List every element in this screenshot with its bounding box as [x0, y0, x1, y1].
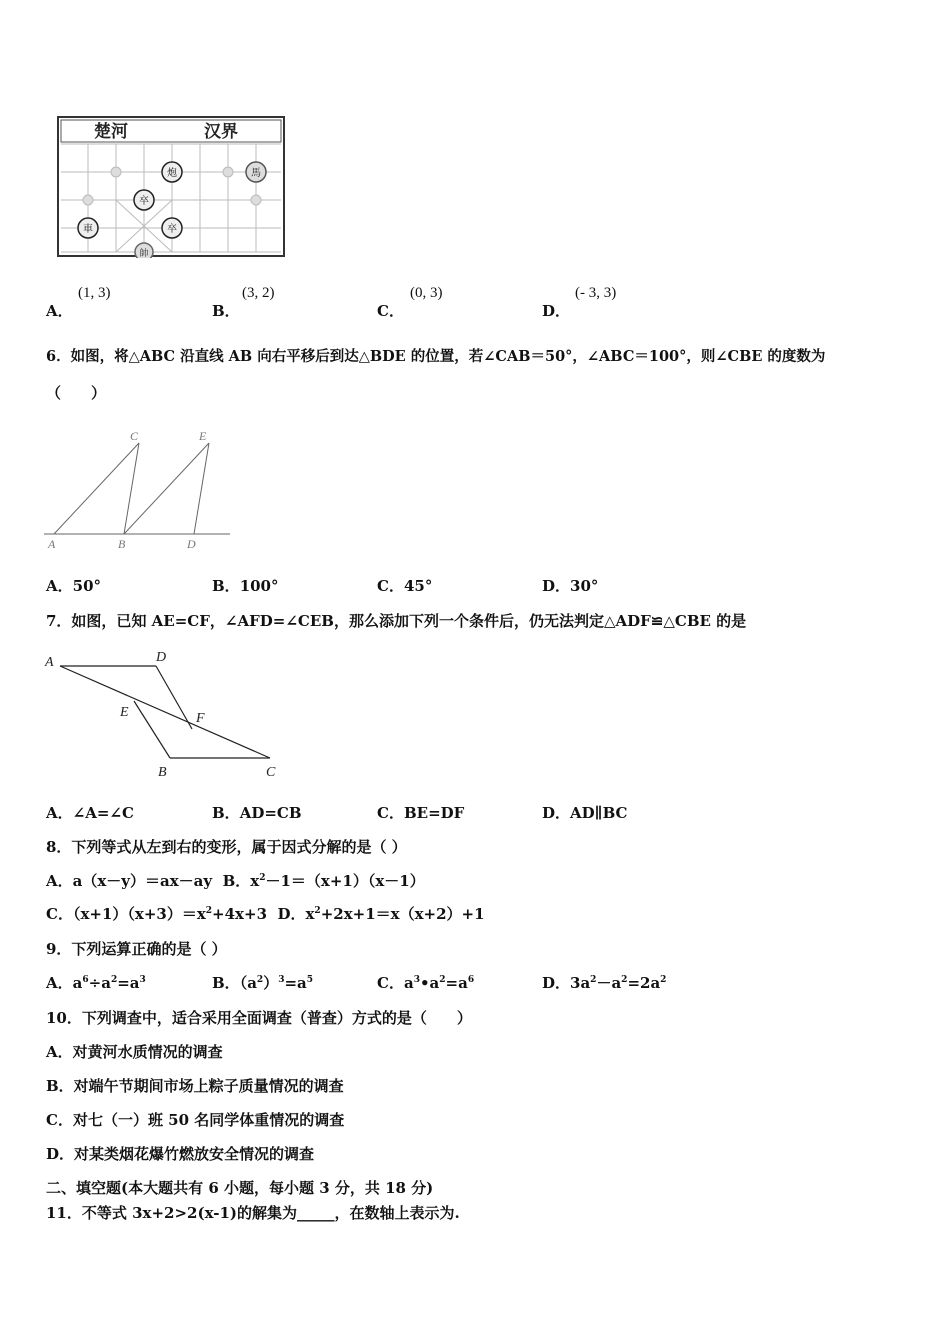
chess-piece-ju: [78, 218, 98, 238]
svg-text:卒: 卒: [167, 224, 177, 235]
q6-option-a: A．50°: [46, 577, 102, 595]
q10-option-b: B．对端午节期间市场上粽子质量情况的调查: [46, 1077, 344, 1095]
q8-stem: 8．下列等式从左到右的变形，属于因式分解的是（ ）: [46, 838, 407, 856]
q9-option-d: D．$3a^2-a^2=2a^2$: [542, 974, 667, 992]
chess-piece-shuai: [135, 243, 153, 258]
q7-stem: 7．如图，已知 AE=CF，∠AFD=∠CEB，那么添加下列一个条件后，仍无法判定△ADF≌△CBE 的是: [46, 612, 747, 630]
chess-piece-pao: [162, 162, 182, 182]
q5-option-a: A．: [46, 302, 73, 320]
q10-option-c: C．对七（一）班 50 名同学体重情况的调查: [46, 1111, 345, 1129]
q7-option-a: A．∠A=∠C: [46, 804, 134, 822]
q6-option-d: D．30°: [542, 577, 599, 595]
q11-stem: 11．不等式 3x+2>2(x-1)的解集为_____，在数轴上表示为.: [46, 1204, 460, 1222]
q5-option-a-value: (1, 3): [78, 285, 111, 301]
q9-stem: 9．下列运算正确的是（ ）: [46, 940, 227, 958]
q6-label-d: D: [187, 537, 196, 551]
svg-text:炮: 炮: [167, 168, 177, 179]
q8-line-2: C．$(x+1)(x+3)=x^2+4x+3$ D．$x^2+2x+1=x(x+2)+1$: [46, 905, 485, 923]
q7-label-c: C: [266, 765, 276, 780]
q6-label-a: A: [48, 537, 56, 551]
q7-label-a: A: [45, 655, 54, 670]
q8-line-1: A．a（x－y）＝ax－ay B．$x^2-1=(x+1)(x-1)$: [46, 872, 425, 890]
board-header-right: 汉界: [204, 122, 238, 141]
q9-option-b: B．$(a^2)^3=a^5$: [212, 974, 314, 992]
q5-option-c: C．: [377, 302, 404, 320]
q7-option-c: C．BE=DF: [377, 804, 465, 822]
q6-figure: [44, 426, 234, 558]
q7-label-e: E: [120, 705, 129, 720]
q7-figure: [42, 646, 288, 786]
q10-stem: 10．下列调查中，适合采用全面调查（普查）方式的是（ ）: [46, 1009, 472, 1027]
q5-option-d: D．: [542, 302, 571, 320]
board-header-left: 楚河: [94, 122, 128, 141]
q7-label-b: B: [158, 765, 167, 780]
svg-text:帥: 帥: [139, 248, 149, 258]
svg-text:車: 車: [83, 224, 93, 235]
q5-option-b: B．: [212, 302, 240, 320]
q7-label-d: D: [156, 650, 167, 665]
chess-piece-ma: [246, 162, 266, 182]
q9-option-a: A．$a^6\div a^2=a^3$: [46, 974, 146, 992]
q6-option-b: B．100°: [212, 577, 279, 595]
svg-text:卒: 卒: [139, 196, 149, 207]
q5-option-c-value: (0, 3): [410, 285, 443, 301]
q6-label-b: B: [118, 537, 126, 551]
svg-text:馬: 馬: [251, 168, 261, 179]
q7-option-d: D．AD∥BC: [542, 804, 628, 822]
q9-option-c: C．$a^3•a^2=a^6$: [377, 974, 475, 992]
q6-label-c: C: [130, 429, 139, 443]
q6-option-c: C．45°: [377, 577, 433, 595]
q7-option-b: B．AD=CB: [212, 804, 302, 822]
section-2-title: 二、填空题(本大题共有 6 小题，每小题 3 分，共 18 分): [46, 1179, 434, 1197]
q10-option-d: D．对某类烟花爆竹燃放安全情况的调查: [46, 1145, 315, 1163]
chess-board-figure: [56, 116, 286, 258]
chess-piece-zu-2: [162, 218, 182, 238]
q10-option-a: A．对黄河水质情况的调查: [46, 1043, 223, 1061]
q6-label-e: E: [199, 429, 207, 443]
q6-paren: （ ）: [46, 384, 107, 402]
q6-stem: 6．如图，将△ABC 沿直线 AB 向右平移后到达△BDE 的位置，若∠CAB＝50°，∠ABC＝100°，则∠CBE 的度数为: [46, 348, 826, 365]
q5-option-d-value: (- 3, 3): [575, 285, 617, 301]
q7-label-f: F: [196, 711, 205, 726]
q5-option-b-value: (3, 2): [242, 285, 275, 301]
chess-piece-zu-1: [134, 190, 154, 210]
